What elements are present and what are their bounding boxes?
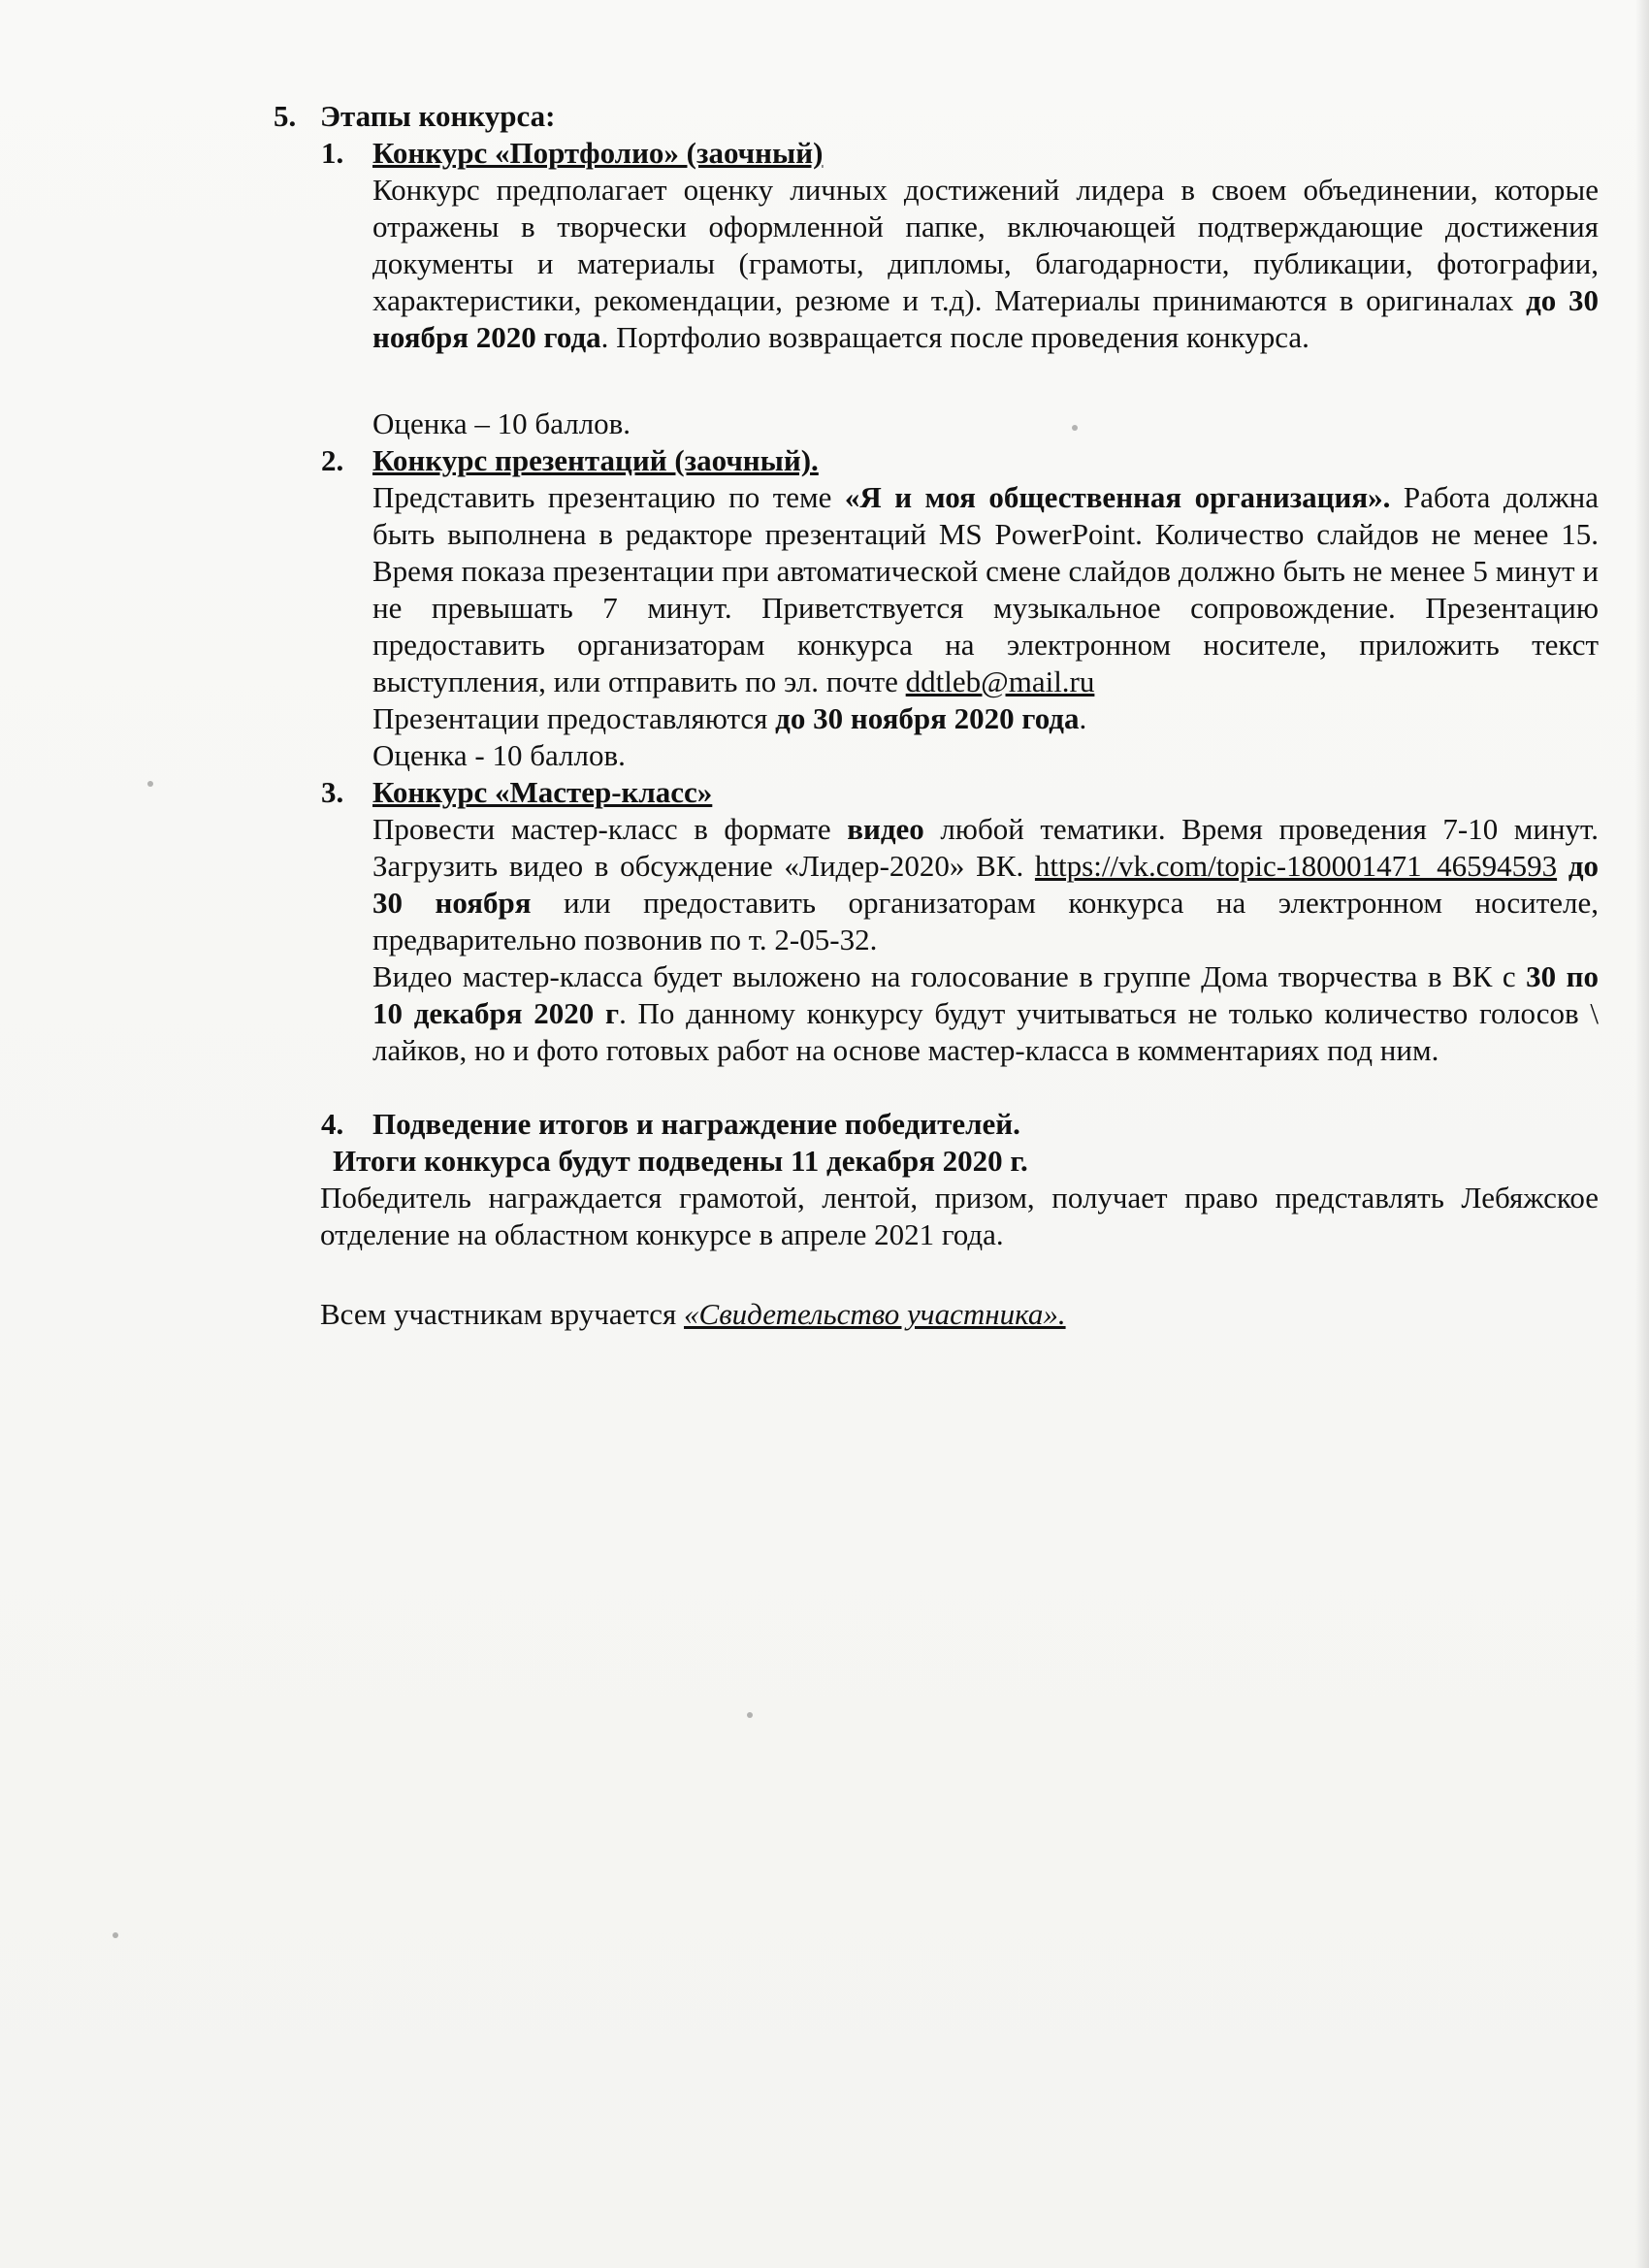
item-2-deadline-suffix: .: [1079, 701, 1087, 735]
item-3-p1-b: любой тематики. Время проведения 7-10 минут. Загрузить видео в обсуждение «Лидер-2020» ВК.: [372, 812, 1599, 883]
item-1-number: 1.: [321, 136, 344, 170]
item-3-deadline: до 30 ноября: [372, 849, 1599, 920]
item-1-text-before: Конкурс предполагает оценку личных достижений лидера в своем объединении, которые отражены в творчески оформленной папке, включающей подтверждающие достижения документы и материалы (грамоты, дипломы, благодарности, публикации, фотографии, характеристики, рекомендации, резюме и т.д). Материалы принимаются в оригиналах: [372, 173, 1599, 317]
item-2-email-link[interactable]: ddtleb@mail.ru: [905, 664, 1095, 698]
item-2-topic: «Я и моя общественная организация».: [844, 480, 1391, 514]
item-1-text-after: . Портфолио возвращается после проведения конкурса.: [600, 320, 1310, 354]
scan-speck: [147, 781, 153, 787]
item-1-score: Оценка – 10 баллов.: [372, 406, 631, 440]
item-2-deadline: [372, 700, 1086, 737]
item-2-description: [372, 479, 1599, 700]
certificate-title: «Свидетельство участника».: [684, 1297, 1066, 1331]
section-title: Этапы конкурса:: [320, 99, 556, 133]
item-2-number: 2.: [321, 443, 344, 477]
item-1-description: [372, 172, 1599, 356]
scan-speck: [747, 1712, 753, 1718]
item-3-p1-a: Провести мастер-класс в формате: [372, 812, 848, 846]
item-2-rest: Работа должна быть выполнена в редакторе презентаций MS PowerPoint. Количество слайдов не менее 15. Время показа презентации при автоматической смене слайдов должно быть не менее 5 минут и не превышать 7 минут. Приветствуется музыкальное сопровождение. Презентацию предоставить организаторам конкурса на электронном носителе, приложить текст выступления, или отправить по эл. почте: [372, 480, 1599, 698]
item-3-title: Конкурс «Мастер-класс»: [372, 775, 713, 809]
item-3-paragraph-1: [372, 811, 1599, 958]
item-3-p2-a: Видео мастер-класса будет выложено на голосование в группе Дома творчества в ВК с: [372, 959, 1527, 993]
scan-speck: [1072, 425, 1078, 431]
item-2-deadline-date: до 30 ноября 2020 года: [775, 701, 1080, 735]
item-3-p2-b: . По данному конкурсу будут учитываться не только количество голосов \ лайков, но и фото готовых работ на основе мастер-класса в комментариях под ним.: [372, 996, 1599, 1067]
item-2-deadline-prefix: Презентации предоставляются: [372, 701, 776, 735]
item-3-video-format: видео: [847, 812, 924, 846]
item-1-deadline: до 30 ноября 2020 года: [372, 283, 1600, 354]
item-2-score: Оценка - 10 баллов.: [372, 738, 626, 772]
item-3-voting-dates: 30 по 10 декабря 2020 г: [372, 959, 1599, 1030]
item-2-intro: Представить презентацию по теме: [372, 480, 845, 514]
section-number: 5.: [274, 99, 297, 133]
item-4-winner: Победитель награждается грамотой, лентой, призом, получает право представлять Лебяжское отделение на областном конкурсе в апреле 2021 года.: [320, 1181, 1599, 1251]
item-3-p1-d: или предоставить организаторам конкурса на электронном носителе, предварительно позвонив по т. 2-05-32.: [372, 886, 1599, 956]
item-4-title: Подведение итогов и награждение победителей.: [372, 1107, 1020, 1141]
item-3-paragraph-2: [372, 958, 1599, 1069]
item-3-p1-c: [1557, 849, 1568, 883]
item-3-number: 3.: [321, 775, 344, 809]
certificate-line: [320, 1296, 1066, 1333]
item-4-number: 4.: [321, 1107, 344, 1141]
item-3-vk-link[interactable]: https://vk.com/topic-180001471_46594593: [1034, 849, 1558, 883]
page-edge-shadow: [1635, 0, 1649, 2268]
item-1-title: Конкурс «Портфолио» (заочный): [372, 136, 824, 170]
item-2-title: Конкурс презентаций (заочный).: [372, 443, 819, 477]
item-4-results: Итоги конкурса будут подведены 11 декабря 2020 г.: [333, 1144, 1028, 1178]
certificate-prefix: Всем участникам вручается: [320, 1297, 685, 1331]
scan-speck: [113, 1932, 118, 1938]
